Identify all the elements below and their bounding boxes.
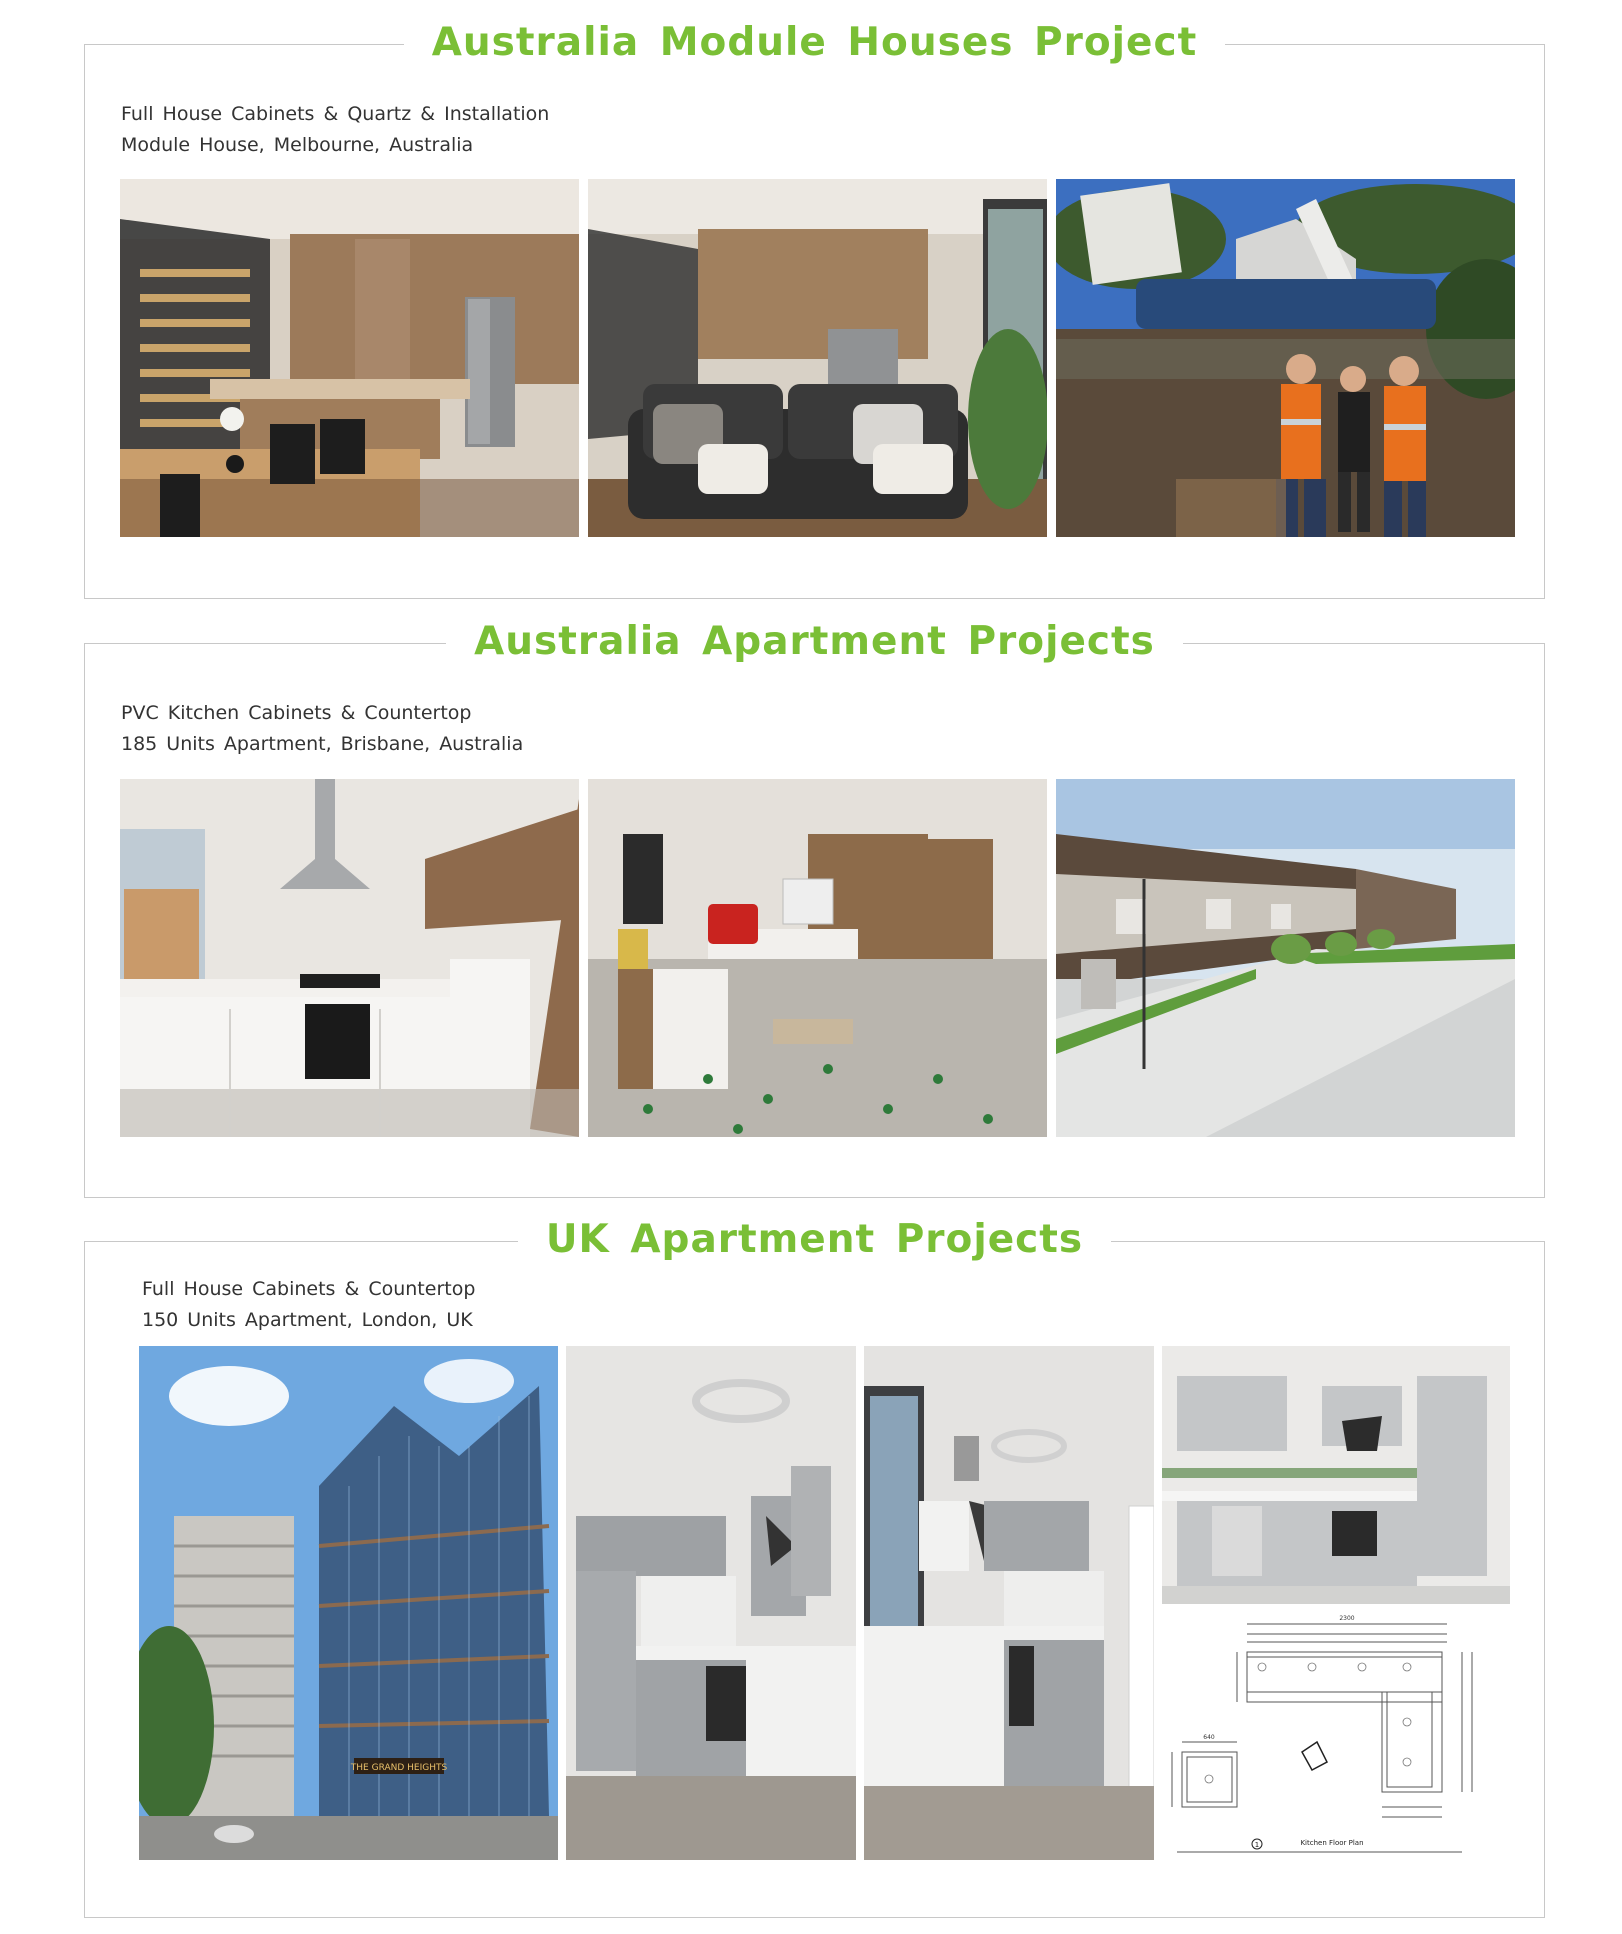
- floor-plan-left-dimension: 640: [1203, 1734, 1215, 1741]
- section-heading: [85, 1208, 1544, 1279]
- floor-plan-top-dimension: 2300: [1339, 1615, 1355, 1622]
- photo-grand-heights-building: [139, 1346, 558, 1860]
- photo-townhouse-street: [1056, 779, 1515, 1137]
- photo-installation-team: [1056, 179, 1515, 537]
- section-title: UK Apartment Projects: [518, 1208, 1111, 1272]
- photo-kitchen-staircase: [120, 179, 579, 537]
- photo-grey-kitchen-two: [864, 1346, 1154, 1860]
- section-uk-apartments: [84, 1217, 1545, 1918]
- photo-grey-kitchen-three: [1162, 1346, 1510, 1604]
- description-line: 185 Units Apartment, Brisbane, Australia: [121, 733, 524, 755]
- kitchen-floor-plan: [1162, 1612, 1510, 1862]
- floor-plan-caption: Kitchen Floor Plan: [1300, 1839, 1364, 1847]
- photo-living-room-sofa: [588, 179, 1047, 537]
- section-description: [121, 698, 523, 760]
- section-australia-apartments: [84, 619, 1545, 1198]
- section-heading: [85, 11, 1544, 82]
- building-sign: THE GRAND HEIGHTS: [350, 1763, 448, 1773]
- section-australia-module-houses: [84, 20, 1545, 599]
- floor-plan-marker: 1: [1254, 1841, 1260, 1849]
- description-line: 150 Units Apartment, London, UK: [142, 1309, 473, 1331]
- photo-white-kitchen: [120, 779, 579, 1137]
- photo-kitchen-installation: [588, 779, 1047, 1137]
- section-description: [121, 99, 549, 161]
- section-description: [142, 1274, 475, 1336]
- description-line: PVC Kitchen Cabinets & Countertop: [121, 702, 472, 724]
- description-line: Full House Cabinets & Quartz & Installation: [121, 103, 550, 125]
- section-heading: [85, 610, 1544, 681]
- description-line: Module House, Melbourne, Australia: [121, 134, 474, 156]
- section-title: Australia Module Houses Project: [404, 11, 1226, 75]
- photo-grey-kitchen-one: [566, 1346, 856, 1860]
- description-line: Full House Cabinets & Countertop: [142, 1278, 476, 1300]
- section-title: Australia Apartment Projects: [446, 610, 1183, 674]
